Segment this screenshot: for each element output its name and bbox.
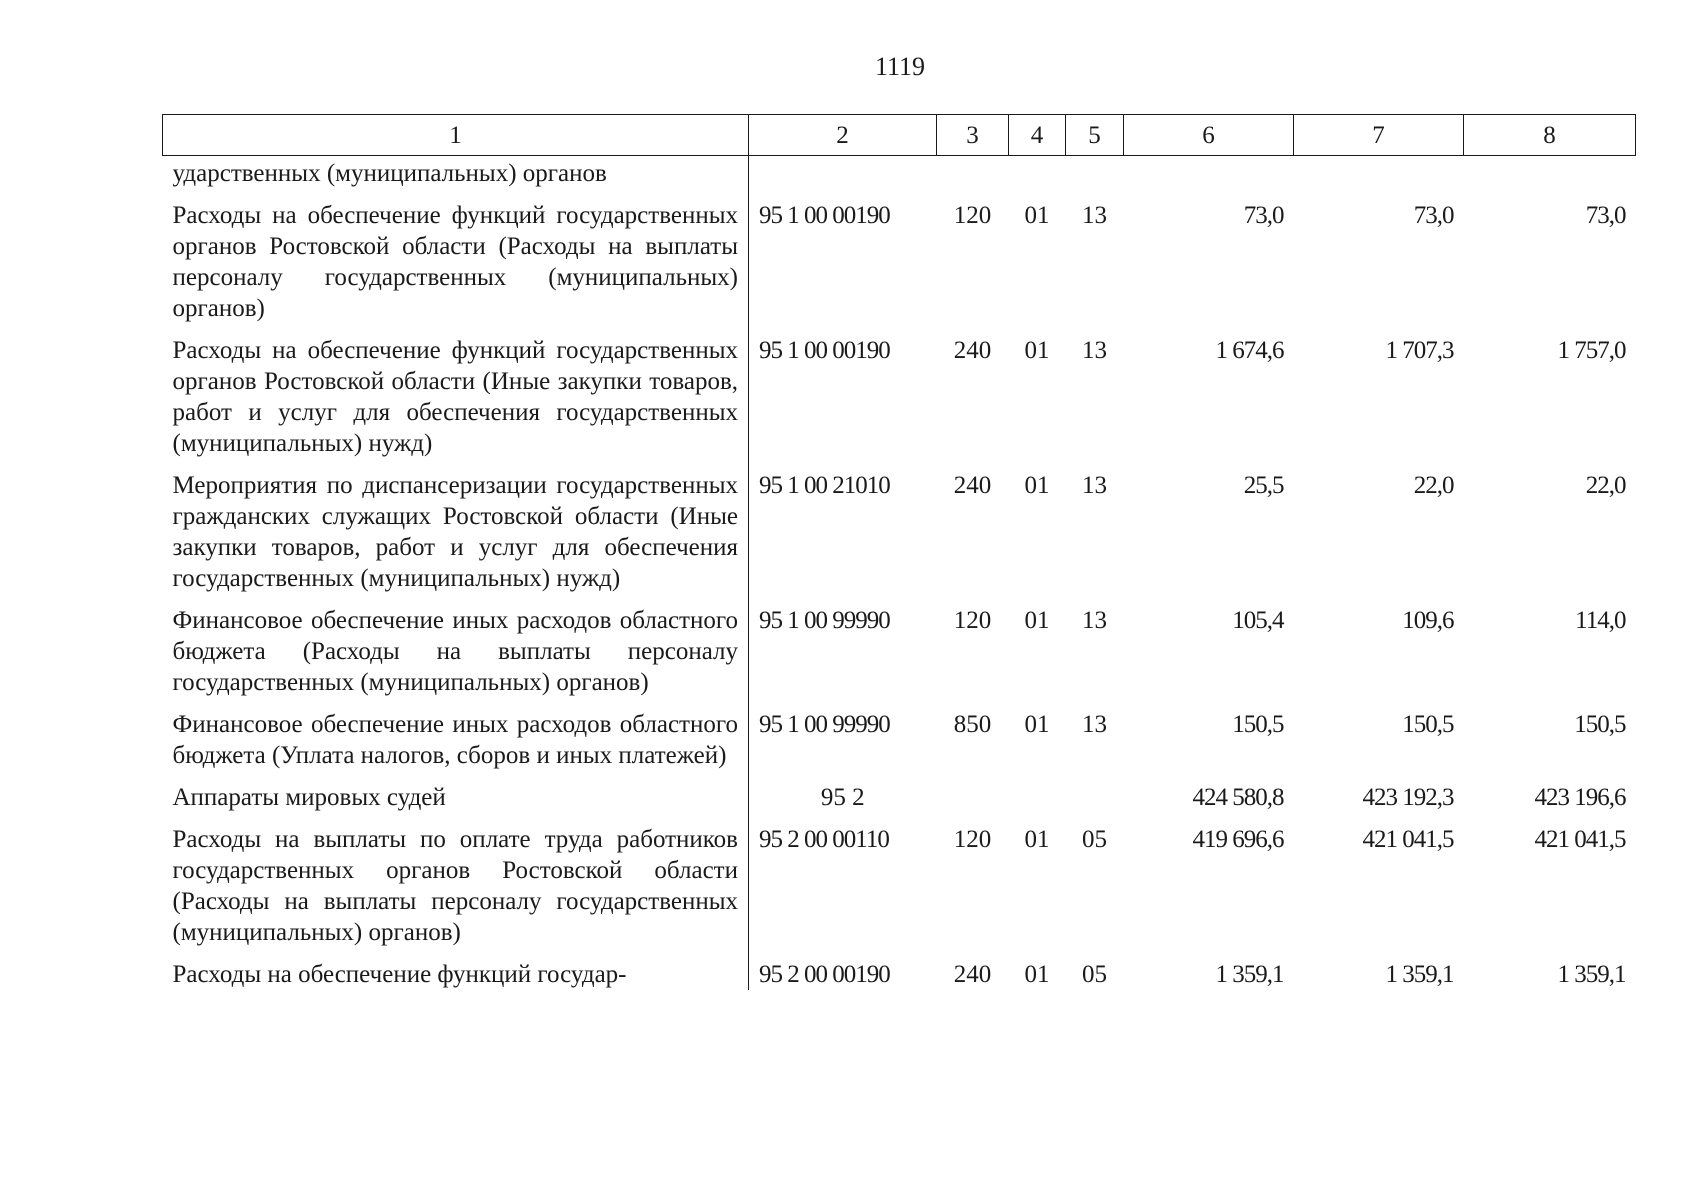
header-col-2: 2 [749,115,937,156]
row-col-4 [1009,771,1066,813]
budget-table-wrapper [162,114,1635,990]
table-row [163,324,1636,459]
row-col-6: 150,5 [1232,711,1284,738]
row-name: Расходы на выплаты по оплате труда работников государственных органов Ростовской области (Расходы на выплаты персоналу государственных (муниципальных) органов) [163,813,749,948]
table-header [163,115,1636,156]
header-col-1: 1 [163,115,749,156]
row-code: 95 1 00 99990 [759,607,890,634]
row-col-7 [1294,156,1464,190]
row-col-8: 114,0 [1575,607,1626,634]
table-row [163,156,1636,190]
row-col-8 [1464,156,1636,190]
row-name: Мероприятия по диспансеризации государственных гражданских служащих Ростовской области (Иные закупки товаров, работ и услуг для обеспечения государственных (муниципальных) нужд) [163,459,749,594]
header-col-5: 5 [1066,115,1124,156]
row-col-3: 240 [953,961,992,988]
row-col-6: 25,5 [1243,472,1284,499]
row-code: 95 1 00 00190 [759,337,890,364]
row-col-8: 1 359,1 [1557,961,1626,988]
row-col-4: 01 [1024,607,1050,634]
row-name: Финансовое обеспечение иных расходов областного бюджета (Расходы на выплаты персоналу государственных (муниципальных) органов) [163,594,749,698]
row-col-7: 1 359,1 [1385,961,1454,988]
row-name: Расходы на обеспечение функций государственных органов Ростовской области (Расходы на выплаты персоналу государственных (муниципальных) органов) [163,189,749,324]
table-row [163,813,1636,948]
row-col-7: 73,0 [1413,202,1454,229]
header-col-4: 4 [1009,115,1066,156]
row-name: Расходы на обеспечение функций государ- [163,948,749,990]
row-col-6: 73,0 [1243,202,1284,229]
row-col-6 [1124,156,1294,190]
row-col-3: 120 [953,826,992,853]
row-code: 95 1 00 00190 [759,202,890,229]
row-name: Расходы на обеспечение функций государственных органов Ростовской области (Иные закупки товаров, работ и услуг для обеспечения государственных (муниципальных) нужд) [163,324,749,459]
row-col-5: 05 [1082,961,1107,988]
header-col-7: 7 [1294,115,1464,156]
row-col-4 [1009,156,1066,190]
header-col-3: 3 [937,115,1009,156]
row-col-8: 421 041,5 [1534,826,1626,853]
row-name: Финансовое обеспечение иных расходов областного бюджета (Уплата налогов, сборов и иных платежей) [163,698,749,771]
row-col-4: 01 [1024,472,1050,499]
row-col-8: 73,0 [1585,202,1626,229]
row-code: 95 2 [820,784,865,811]
table-row [163,459,1636,594]
row-col-6: 105,4 [1232,607,1284,634]
row-code: 95 2 00 00110 [759,826,889,853]
row-col-3: 120 [953,202,992,229]
row-col-8: 150,5 [1574,711,1626,738]
row-col-7: 423 192,3 [1362,784,1454,811]
page-number: 1119 [874,52,926,81]
row-col-6: 419 696,6 [1192,826,1284,853]
row-col-6: 1 674,6 [1215,337,1284,364]
row-col-5: 05 [1082,826,1107,853]
row-col-5: 13 [1082,711,1107,738]
row-col-3: 240 [953,337,992,364]
row-col-7: 421 041,5 [1362,826,1454,853]
budget-table [162,114,1636,990]
header-col-6: 6 [1124,115,1294,156]
row-code: 95 2 00 00190 [759,961,890,988]
row-col-8: 22,0 [1585,472,1626,499]
row-name: ударственных (муниципальных) органов [163,156,749,190]
table-row [163,698,1636,771]
row-col-7: 109,6 [1402,607,1454,634]
row-code [749,156,937,190]
header-row [163,115,1636,156]
table-row [163,948,1636,990]
table-row [163,594,1636,698]
row-col-7: 150,5 [1402,711,1454,738]
row-col-8: 423 196,6 [1534,784,1626,811]
row-code: 95 1 00 99990 [759,711,890,738]
row-col-5 [1066,771,1124,813]
row-col-6: 424 580,8 [1192,784,1284,811]
row-col-3: 850 [953,711,992,738]
row-col-5 [1066,156,1124,190]
row-col-4: 01 [1024,202,1050,229]
row-code: 95 1 00 21010 [759,472,890,499]
row-col-5: 13 [1082,337,1107,364]
row-col-3: 120 [953,607,992,634]
row-col-5: 13 [1082,202,1107,229]
header-col-8: 8 [1464,115,1636,156]
row-col-4: 01 [1024,337,1050,364]
row-name: Аппараты мировых судей [163,771,749,813]
row-col-3 [937,156,1009,190]
row-col-5: 13 [1082,472,1107,499]
row-col-3 [937,771,1009,813]
table-row [163,189,1636,324]
row-col-4: 01 [1024,826,1050,853]
row-col-3: 240 [953,472,992,499]
row-col-5: 13 [1082,607,1107,634]
row-col-6: 1 359,1 [1215,961,1284,988]
table-body [163,156,1636,991]
row-col-4: 01 [1024,711,1050,738]
row-col-7: 1 707,3 [1385,337,1454,364]
row-col-7: 22,0 [1413,472,1454,499]
table-row [163,771,1636,813]
row-col-4: 01 [1024,961,1050,988]
row-col-8: 1 757,0 [1557,337,1626,364]
